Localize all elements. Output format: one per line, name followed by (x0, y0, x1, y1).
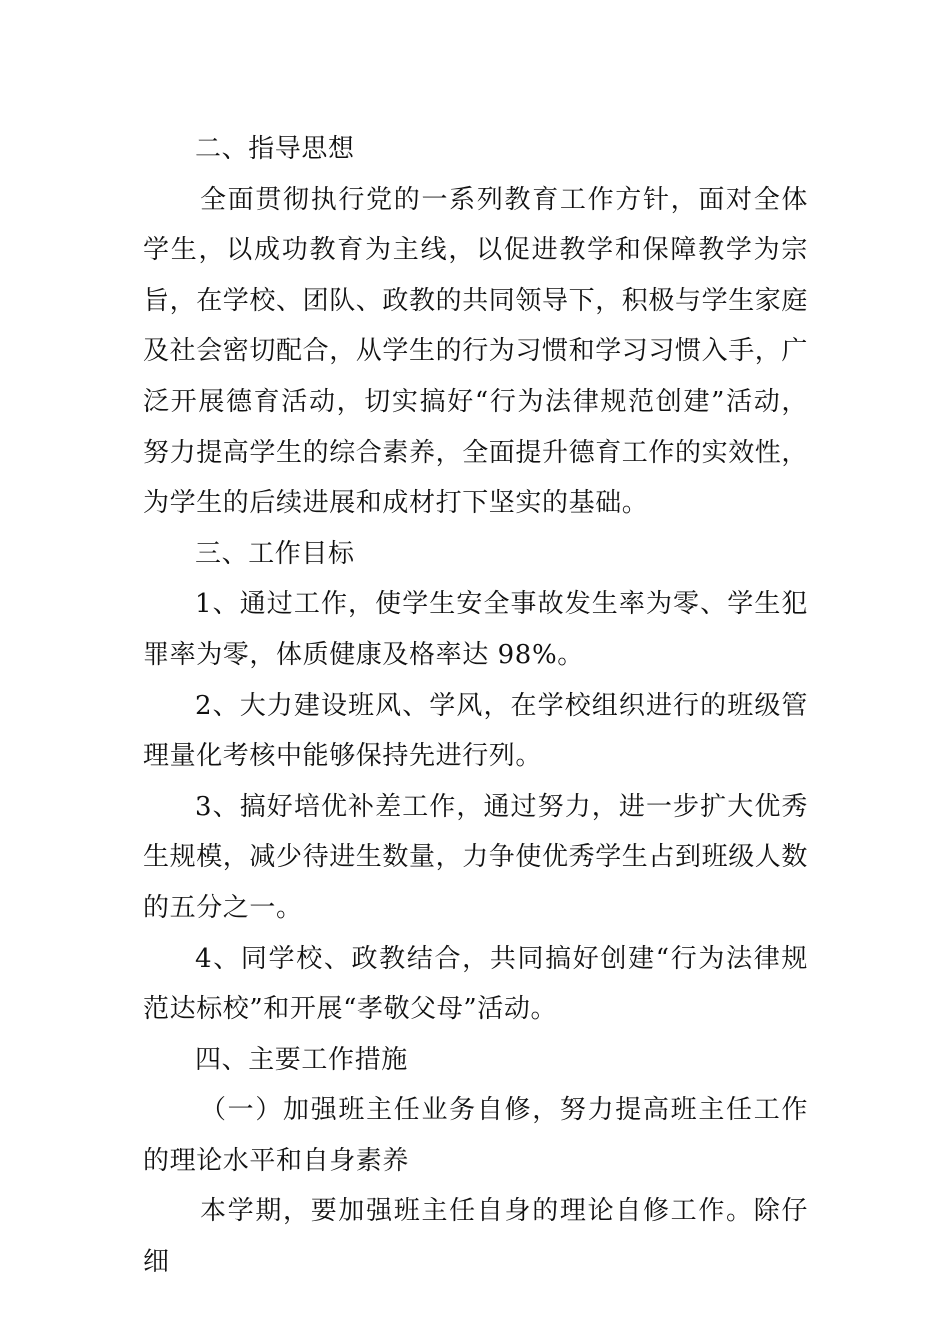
subsection-heading-1: （一）加强班主任业务自修，努力提高班主任工作的理论水平和自身素养 (143, 1095, 808, 1176)
section-heading-main-measures: 四、主要工作措施 (195, 1044, 408, 1075)
paragraph-self-study: 本学期，要加强班主任自身的理论自修工作。除仔细 (143, 1196, 808, 1278)
document-body (143, 124, 808, 1288)
goal-item-1: 1、通过工作，使学生安全事故发生率为零、学生犯罪率为零，体质健康及格率达 98%。 (143, 589, 808, 670)
goal-item-3: 3、搞好培优补差工作，通过努力，进一步扩大优秀生规模，减少待进生数量，力争使优秀学生占到班级人数的五分之一。 (143, 791, 809, 923)
goal-item-2: 2、大力建设班风、学风，在学校组织进行的班级管理量化考核中能够保持先进行列。 (143, 690, 808, 772)
section-heading-guiding-ideology: 二、指导思想 (195, 134, 355, 164)
section-heading-work-goals: 三、工作目标 (195, 538, 355, 569)
paragraph-guiding-ideology: 全面贯彻执行党的一系列教育工作方针，面对全体学生，以成功教育为主线，以促进教学和保障教学为宗旨，在学校、团队、政教的共同领导下，积极与学生家庭及社会密切配合，从学生的行为习惯和学习习惯入手，广泛开展德育活动，切实搞好“行为法律规范创建”活动，努力提高学生的综合素养，全面提升德育工作的实效性，为学生的后续进展和成材打下坚实的基础。 (143, 184, 809, 519)
goal-item-4: 4、同学校、政教结合，共同搞好创建“行为法律规范达标校”和开展“孝敬父母”活动。 (143, 943, 808, 1025)
